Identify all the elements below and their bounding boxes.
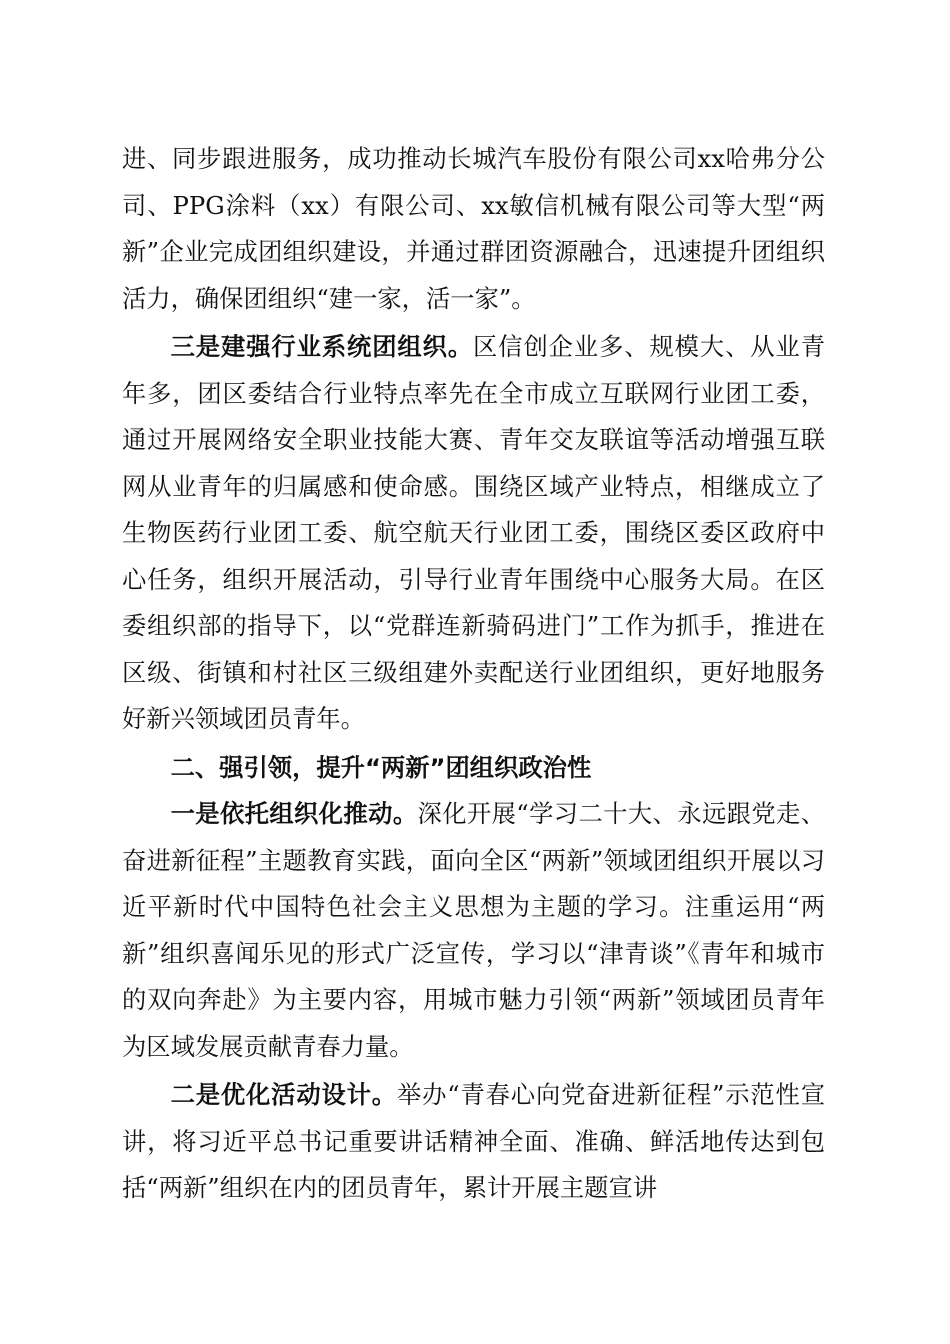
- paragraph-text: 区信创企业多、规模大、从业青年多，团区委结合行业特点率先在全市成立互联网行业团工委，通过开展网络安全职业技能大赛、青年交友联谊等活动增强互联网从业青年的归属感和使命感。围绕区域产业特点，相继成立了生物医药行业团工委、航空航天行业团工委，围绕区委区政府中心任务，组织开展活动，引导行业青年围绕中心服务大局。在区委组织部的指导下，以“党群连新骑码进门”工作为抓手，推进在区级、街镇和村社区三级组建外卖配送行业团组织，更好地服务好新兴领域团员青年。: [122, 332, 825, 733]
- paragraph-industry-system: [122, 324, 825, 743]
- paragraph-text: 进、同步跟进服务，成功推动长城汽车股份有限公司xx哈弗分公司、PPG涂料（xx）有限公司、xx敏信机械有限公司等大型“两新”企业完成团组织建设，并通过群团资源融合，迅速提升团组织活力，确保团组织“建一家，活一家”。: [122, 144, 825, 313]
- paragraph-lead: 三是建强行业系统团组织。: [170, 332, 474, 361]
- paragraph-continuation: [122, 136, 825, 322]
- paragraph-organization-push: [122, 791, 825, 1070]
- paragraph-lead: 二是优化活动设计。: [170, 1080, 397, 1109]
- paragraph-activity-design: [122, 1072, 825, 1212]
- section-heading: 二、强引领，提升“两新”团组织政治性: [170, 752, 592, 782]
- paragraph-text: 深化开展“学习二十大、永远跟党走、奋进新征程”主题教育实践，面向全区“两新”领域团组织开展以习近平新时代中国特色社会主义思想为主题的学习。注重运用“两新”组织喜闻乐见的形式广泛宣传，学习以“津青谈”《青年和城市的双向奔赴》为主要内容，用城市魅力引领“两新”领域团员青年为区域发展贡献青春力量。: [122, 799, 826, 1061]
- paragraph-text: 举办“青春心向党奋进新征程”示范性宣讲，将习近平总书记重要讲话精神全面、准确、鲜活地传达到包括“两新”组织在内的团员青年，累计开展主题宣讲: [122, 1080, 826, 1202]
- paragraph-lead: 一是依托组织化推动。: [170, 799, 418, 828]
- document-page: [122, 136, 825, 1212]
